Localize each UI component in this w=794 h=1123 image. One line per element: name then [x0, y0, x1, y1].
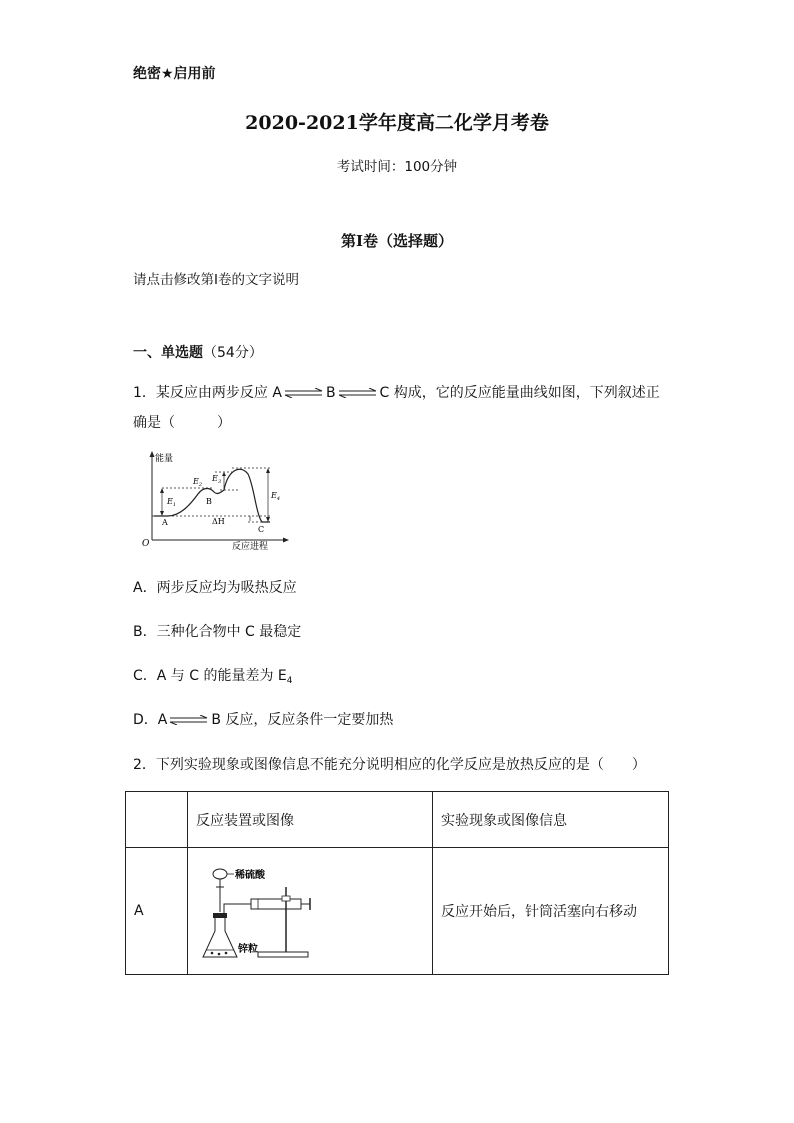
table-header-row — [126, 792, 669, 848]
table-header-cell: 反应装置或图像 — [188, 792, 433, 848]
equilibrium-arrow-icon — [169, 715, 209, 725]
q1-option-c-sub: 4 — [286, 676, 293, 686]
label-delta-h: ΔH — [212, 517, 225, 526]
exam-time: 考试时间：100分钟 — [336, 159, 458, 175]
q1-option-c-text: C．A 与 C 的能量差为 E — [133, 668, 287, 684]
label-e2: $E_2$ — [193, 477, 203, 488]
table-row — [126, 848, 669, 975]
question-1-stem — [133, 378, 660, 438]
q1-option-d-text-a: D．A — [133, 712, 168, 728]
x-axis-label: 反应进程 — [232, 542, 269, 552]
row-label: A — [126, 848, 188, 975]
q1-option-a[interactable]: A．两步反应均为吸热反应 — [133, 580, 297, 596]
apparatus-diagram — [196, 857, 326, 965]
part-heading: 第I卷（选择题） — [340, 232, 454, 250]
exam-title: 2020-2021学年度高二化学月考卷 — [245, 112, 549, 134]
label-dilute-acid: 稀硫酸 — [235, 870, 265, 881]
label-e4: $E_4$ — [271, 491, 281, 502]
q2-table — [125, 791, 669, 975]
q1-option-d-text-b: B 反应，反应条件一定要加热 — [211, 712, 394, 728]
apparatus-cell — [188, 848, 433, 975]
label-zinc: 锌粒 — [238, 944, 258, 955]
label-b: B — [206, 497, 212, 506]
label-a: A — [162, 518, 168, 527]
section-title: 一、单选题 — [133, 345, 203, 361]
table-header-cell — [126, 792, 188, 848]
info-cell: 反应开始后，针筒活塞向右移动 — [433, 848, 669, 975]
section-score: （54分） — [203, 345, 263, 361]
equilibrium-arrow-icon — [338, 388, 378, 398]
q1-text-b: B — [325, 385, 336, 401]
section-heading — [133, 342, 263, 362]
energy-diagram — [140, 450, 290, 556]
q1-option-b[interactable]: B．三种化合物中 C 最稳定 — [133, 624, 302, 640]
y-axis-label: 能量 — [155, 454, 174, 464]
q1-text-d: 确是（ ） — [133, 415, 231, 431]
q1-option-d[interactable] — [133, 709, 393, 729]
label-c: C — [258, 525, 265, 534]
equilibrium-arrow-icon — [284, 388, 324, 398]
q1-text-c: C 构成，它的反应能量曲线如图，下列叙述正 — [379, 385, 660, 401]
label-e1: $E_1$ — [167, 497, 177, 508]
origin-label: O — [142, 539, 150, 549]
table-header-cell: 实验现象或图像信息 — [433, 792, 669, 848]
confidential-mark: 绝密★启用前 — [133, 66, 216, 82]
question-2-stem: 2．下列实验现象或图像信息不能充分说明相应的化学反应是放热反应的是（ ） — [133, 757, 646, 773]
q1-text-a: 1．某反应由两步反应 A — [133, 385, 282, 401]
q1-option-c[interactable] — [133, 665, 293, 686]
label-e3: $E_3$ — [212, 474, 222, 485]
part-note[interactable]: 请点击修改第I卷的文字说明 — [133, 272, 299, 288]
